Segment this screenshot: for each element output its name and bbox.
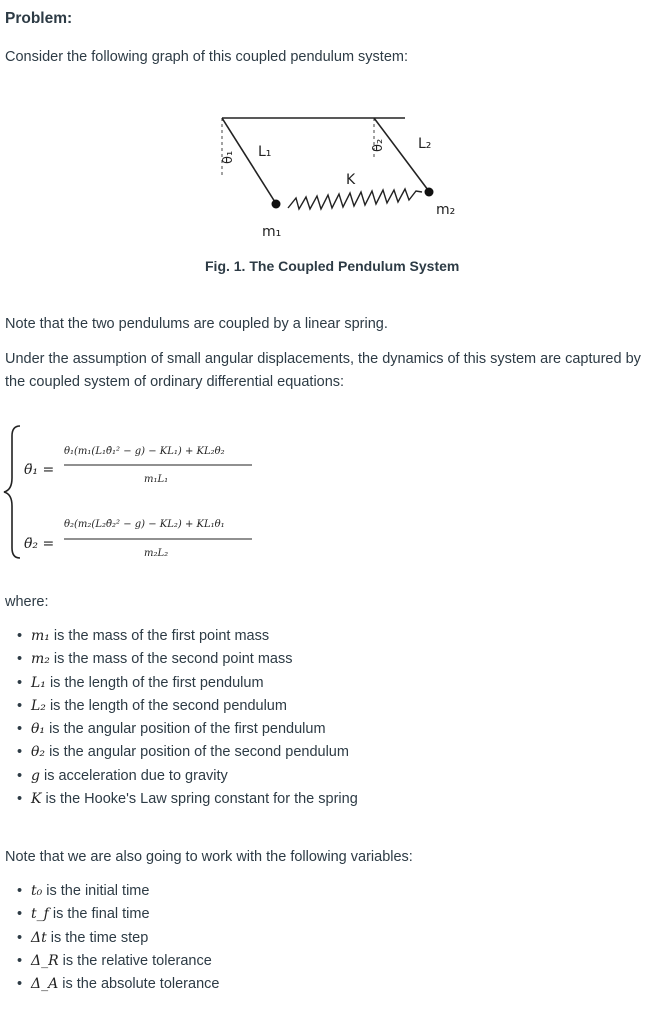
variable-desc: is the mass of the second point mass	[49, 651, 293, 668]
list-item	[17, 741, 358, 764]
mass-2	[425, 188, 434, 197]
variable-symbol: K	[31, 791, 42, 808]
variable-desc: is the absolute tolerance	[58, 976, 220, 993]
intro-text: Consider the following graph of this coupled pendulum system:	[5, 49, 409, 65]
variable-desc: is the mass of the first point mass	[49, 628, 270, 644]
variable-desc: is the initial time	[42, 883, 150, 899]
K-label: K	[346, 172, 356, 188]
L1-label: L₁	[258, 144, 272, 160]
variable-symbol: θ₂	[31, 744, 46, 761]
list-item	[17, 718, 358, 741]
list-item	[17, 695, 358, 718]
variable-symbol: m₂	[31, 651, 50, 668]
eq2-lhs: θ̈₂ =	[24, 536, 55, 552]
pendulum-rod-2	[374, 118, 428, 190]
ode-system	[0, 420, 300, 570]
variable-symbol: g	[31, 767, 40, 784]
eq2-denominator: m₂L₂	[144, 548, 169, 559]
note-vars: Note that we are also going to work with the following variables:	[5, 849, 413, 865]
variable-symbol: t₀	[31, 883, 43, 899]
figure-caption: Fig. 1. The Coupled Pendulum System	[205, 258, 460, 274]
variable-symbol: m₁	[31, 628, 50, 644]
list-item	[17, 648, 358, 671]
note-spring: Note that the two pendulums are coupled by a linear spring.	[5, 316, 388, 332]
variable-desc: is the angular position of the second pendulum	[45, 744, 349, 761]
spring	[288, 189, 422, 209]
theta1-label: θ₁	[221, 150, 236, 164]
variable-symbol: Δ_R	[31, 952, 59, 969]
variable-desc: is the time step	[46, 929, 149, 946]
list-item	[17, 672, 358, 695]
mass-1	[272, 200, 281, 209]
problem-heading: Problem:	[5, 10, 73, 27]
list-item	[17, 903, 219, 926]
list-item	[17, 880, 219, 903]
variable-symbol: L₂	[31, 697, 46, 714]
variable-symbol: Δ_A	[31, 976, 59, 993]
variable-symbol: θ₁	[31, 721, 46, 738]
eq1-lhs: θ̈₁ =	[24, 462, 55, 478]
theta2-label: θ₂	[371, 138, 386, 152]
variable-list	[17, 625, 358, 811]
list-item	[17, 927, 219, 950]
time-variable-list	[17, 880, 219, 996]
list-item	[17, 950, 219, 973]
system-brace	[4, 426, 20, 558]
variable-desc: is the length of the second pendulum	[45, 697, 287, 714]
m2-label: m₂	[436, 202, 456, 218]
variable-desc: is the final time	[48, 906, 150, 923]
variable-desc: is the angular position of the first pendulum	[45, 721, 326, 738]
list-item	[17, 973, 219, 996]
pendulum-figure	[200, 110, 470, 250]
eq2-numerator: θ₂(m₂(L₂θ̇₂² − g) − KL₂) + KL₁θ₁	[64, 519, 225, 530]
variable-symbol: L₁	[31, 674, 46, 691]
where-label: where:	[5, 594, 49, 610]
variable-desc: is the Hooke's Law spring constant for the spring	[41, 791, 358, 808]
L2-label: L₂	[418, 136, 432, 152]
assumption-text: Under the assumption of small angular displacements, the dynamics of this system are captured by the coupled system of ordinary differential equations:	[5, 351, 641, 390]
variable-symbol: t_f	[31, 906, 49, 923]
variable-desc: is the relative tolerance	[58, 952, 212, 969]
variable-symbol: Δt	[31, 929, 47, 946]
variable-desc: is the length of the first pendulum	[45, 674, 264, 691]
eq1-numerator: θ₁(m₁(L₁θ̇₁² − g) − KL₁) + KL₂θ₂	[64, 446, 225, 457]
eq1-denominator: m₁L₁	[144, 474, 169, 485]
list-item	[17, 788, 358, 811]
list-item	[17, 625, 358, 648]
m1-label: m₁	[262, 224, 282, 240]
list-item	[17, 765, 358, 788]
variable-desc: is acceleration due to gravity	[39, 767, 228, 784]
